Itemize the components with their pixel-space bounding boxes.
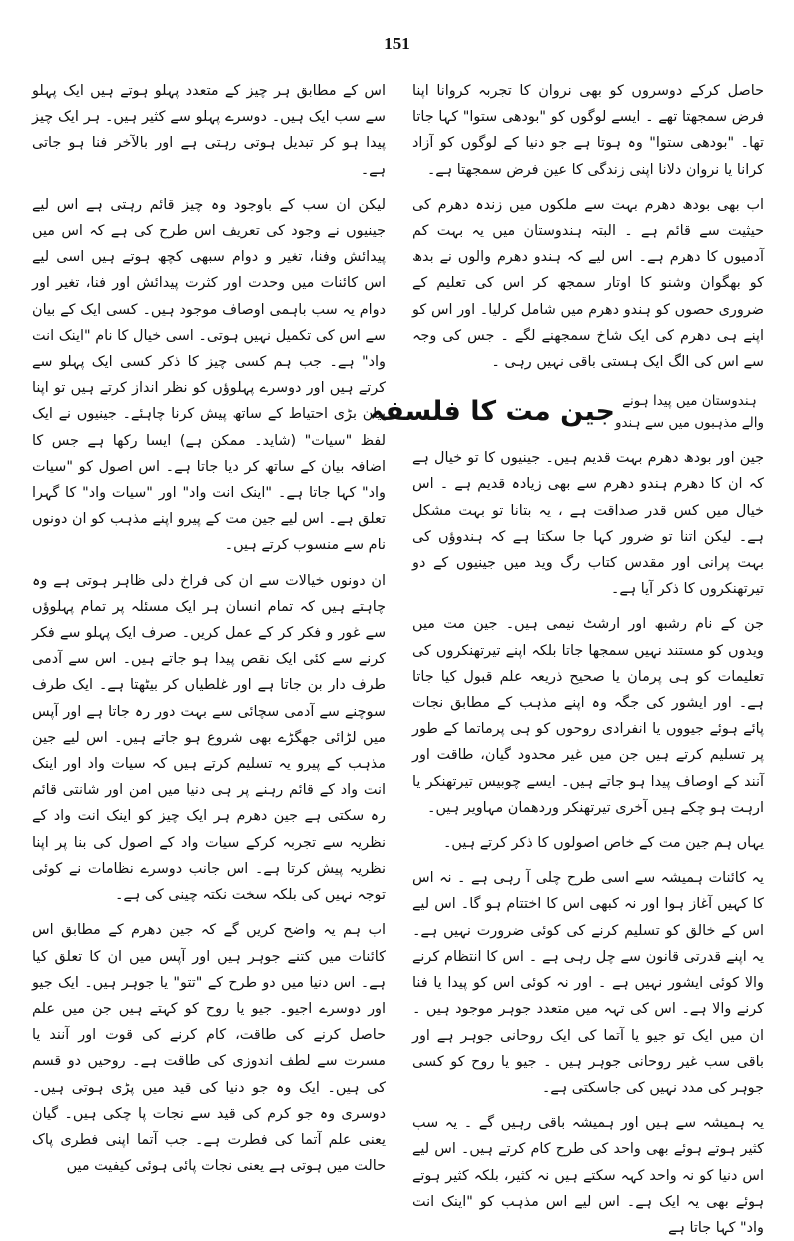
section-heading-title: جین مت کا فلسفہ [369,396,615,428]
paragraph-principles-intro: یہاں ہم جین مت کے خاص اصولوں کا ذکر کرتے ہیں۔ [443,835,764,852]
page-number: 151 [384,34,410,53]
paragraph-existence-definition: لیکن ان سب کے باوجود وہ چیز قائم رہتی ہے اس لیے جینیوں نے وجود کی تعریف اس طرح کی ہے کہ اس میں پیدائش وفنا، تغیر و دوام سبھی کچھ ہوتے ہیں اسی لیے اس کائنات میں وحدت اور کثرت پیدائش اور فنا، تغیر اور دوام یہ سب باہمی اوصاف موجود ہیں۔ کسی ایک کے بیان سے اس کی تکمیل نہیں ہوتی۔ اسی خیال کا نام "اینک انت واد" ہے۔ جب ہم کسی چیز کا ذکر کسی ایک پہلو سے کرتے ہیں اور دوسرے پہلوؤں کو نظر انداز کرتے ہیں تو اپنا بیان بڑی احتیاط کے ساتھ پیش کرنا چاہئے۔ جینیوں نے ایک لفظ "سیات" (شاید۔ ممکن ہے) ایسا رکھا ہے جس کا اضافہ بیان کے ساتھ کر دیا جاتا ہے۔ اس اصول کو "سیات واد" کہا جاتا ہے۔ "اینک انت واد" اور "سیات واد" کا گہرا تعلق ہے۔ اس لیے جین مت کے پیرو اپنے مذہب کو ان دونوں نام سے منسوب کرتے ہیں۔ [32,196,386,554]
paragraph-anekantavada-intro: یہ ہمیشہ سے ہیں اور ہمیشہ باقی رہیں گے ۔ یہ سب کثیر ہوتے ہوئے بھی واحد کی طرح کام کرتے ہیں۔ اس لیے اس دنیا کو نہ واحد کہہ سکتے ہیں نہ کثیر، بلکہ کثیر ہوتے ہوئے بھی یہ ایک ہے۔ اس لیے اس مذہب کو "اینک انت واد" کہا جاتا ہے [412,1115,764,1236]
subtitle-line-1: ہندوستان میں پیدا ہونے [622,393,757,410]
right-column [369,78,764,1236]
section-heading [369,385,764,439]
paragraph-universe-eternal: یہ کائنات ہمیشہ سے اسی طرح چلی آ رہی ہے ۔ نہ اس کا کہیں آغاز ہوا اور نہ کبھی اس کا اختتام ہو گا۔ اس لیے اس کے خالق کو تسلیم کرنے کی کوئی ضرورت نہیں ہے۔ یہ اپنے قدرتی قانون سے چل رہی ہے ۔ اس کا انتظام کرنے والا کوئی ایشور نہیں ہے ۔ اور نہ کوئی اس کو پیدا یا فنا کرنے والا ہے۔ اس کی تہہ میں متعدد جوہر موجود ہیں ۔ ان میں ایک تو جیو یا آتما کی ایک روحانی جوہر ہے اور باقی سب غیر روحانی جوہر ہیں ۔ جیو یا روح کو کسی جوہر کی مدد نہیں کی جاسکتی ہے۔ [412,870,764,1096]
subtitle-line-2: والے مذہبوں میں سے ہندو [614,415,764,432]
paragraph-jiva-ajiva: اب ہم یہ واضح کریں گے کہ جین دھرم کے مطابق اس کائنات میں کتنے جوہر ہیں اور آپس میں ان کا تعلق کیا ہے۔ اس دنیا میں دو طرح کے "تتو" یا جوہر ہیں۔ ایک جیو اور دوسرے اجیو۔ جیو یا روح کو کہتے ہیں جن میں علم حاصل کرنے کی طاقت، کام کرنے کی قوت اور آنند یا مسرت سے لطف اندوزی کی طاقت ہے۔ روحیں دو قسم کی ہیں۔ ایک وہ جو دنیا کی قید میں پڑی ہوتی ہیں۔ دوسری وہ جو کرم کی قید سے نجات پا چکی ہیں۔ گیان یعنی علم آتما کی فطرت ہے۔ جب آتما اپنی فطری پاک حالت میں ہوتی ہے یعنی نجات پائی ہوئی کیفیت میں [32,922,386,1175]
section-heading-subtitle [615,390,764,434]
paragraph-jain-antiquity: جین اور بودھ دھرم بہت قدیم ہیں۔ جینیوں کا تو خیال ہے کہ ان کا دھرم ہندو دھرم سے بھی زیادہ قدیم ہے ۔ اس خیال میں کس قدر صداقت ہے ، یہ بتانا تو بہت مشکل ہے۔ لیکن اتنا تو ضرور کہا جا سکتا ہے کہ ہندوؤں کی بہت پرانی اور مقدس کتاب رگ وید میں جینیوں کے دو تیرتھنکروں کا ذکر آیا ہے۔ [412,450,764,598]
paragraph-broadmindedness: ان دونوں خیالات سے ان کی فراخ دلی ظاہر ہوتی ہے وہ چاہتے ہیں کہ تمام انسان ہر ایک مسئلہ پر تمام پہلوؤں سے غور و فکر کر کے عمل کریں۔ صرف ایک پہلو سے فکر کرنے سے کئی ایک نقص پیدا ہو جاتے ہیں۔ اس سے آدمی طرف دار بن جاتا ہے اور غلطیاں کر بیٹھتا ہے۔ ایک طرف سوچنے سے آدمی سچائی سے بہت دور رہ جاتا ہے اور آپس میں لڑائی جھگڑے بھی شروع ہو جاتے ہیں۔ اس لیے جین مذہب کے پیرو یہ تسلیم کرتے ہیں کہ سیات واد اور اینک انت واد کے قائم رہنے پر ہی دنیا میں امن اور شانتی قائم رہ سکتی ہے جین دھرم ہر ایک چیز کو اینک انت واد کے نظریہ سے تجربہ کرکے سیات واد کے اصول کی بنا پر اپنا نظریہ پیش کرتا ہے۔ اس جانب دوسرے نظامات نے کوئی توجہ نہیں کی بلکہ سخت نکتہ چینی کی ہے۔ [32,572,386,904]
paragraph-bodhisattva: حاصل کرکے دوسروں کو بھی نروان کا تجربہ کروانا اپنا فرض سمجھتا تھے ۔ ایسے لوگوں کو "بودھی ستوا" کہا جاتا تھا۔ "بودھی ستوا" وہ ہوتا ہے جو دنیا کے لوگوں کو آزاد کرانا یا نروان دلانا اپنی زندگی کا عین فرض سمجھتا ہے۔ [412,83,764,178]
paragraph-tirthankaras: جن کے نام رشبھ اور ارشٹ نیمی ہیں۔ جین مت میں ویدوں کو مستند نہیں سمجھا جاتا بلکہ اپنے تیرتھنکروں کی تعلیمات کو ہی پرمان یا صحیح ذریعہ علم قبول کیا جاتا ہے۔ اور ایشور کی جگہ وہ اپنے مذہب کے مطابق نجات پائے ہوئے جیووں یا انفرادی روحوں کو ہی پرماتما کے طور پر تسلیم کرتے ہیں جن میں غیر محدود گیان، طاقت اور آنند کے اوصاف پیدا ہو جاتے ہیں۔ ایسے چوبیس تیرتھنکر یا ارہت ہو چکے ہیں آخری تیرتھنکر وردھمان مہاویر ہیں۔ [412,616,764,816]
paragraph-buddhism-today: اب بھی بودھ دھرم بہت سے ملکوں میں زندہ دھرم کی حیثیت سے قائم ہے ۔ البتہ ہندوستان میں یہ بہت کم آدمیوں کا دھرم ہے۔ اس لیے کہ ہندو دھرم والوں نے بدھ کو بھگوان وشنو کا اوتار سمجھ کر اس کی تعلیم کے ضروری حصوں کو ہندو دھرم میں شامل کرلیا۔ اور اس کو اپنے ہی دھرم کی ایک شاخ سمجھنے لگے ۔ جس کی وجہ سے اس کی الگ ایک ہستی باقی نہیں رہی ۔ [412,196,764,371]
paragraph-many-aspects: اس کے مطابق ہر چیز کے متعدد پہلو ہوتے ہیں ایک پہلو سے سب ایک ہیں۔ دوسرے پہلو سے کثیر ہیں۔ ہر ایک چیز پیدا ہو کر تبدیل ہوتی رہتی ہے اور بالآخر فنا ہو جاتی ہے۔ [32,83,386,178]
left-column [32,78,386,1175]
